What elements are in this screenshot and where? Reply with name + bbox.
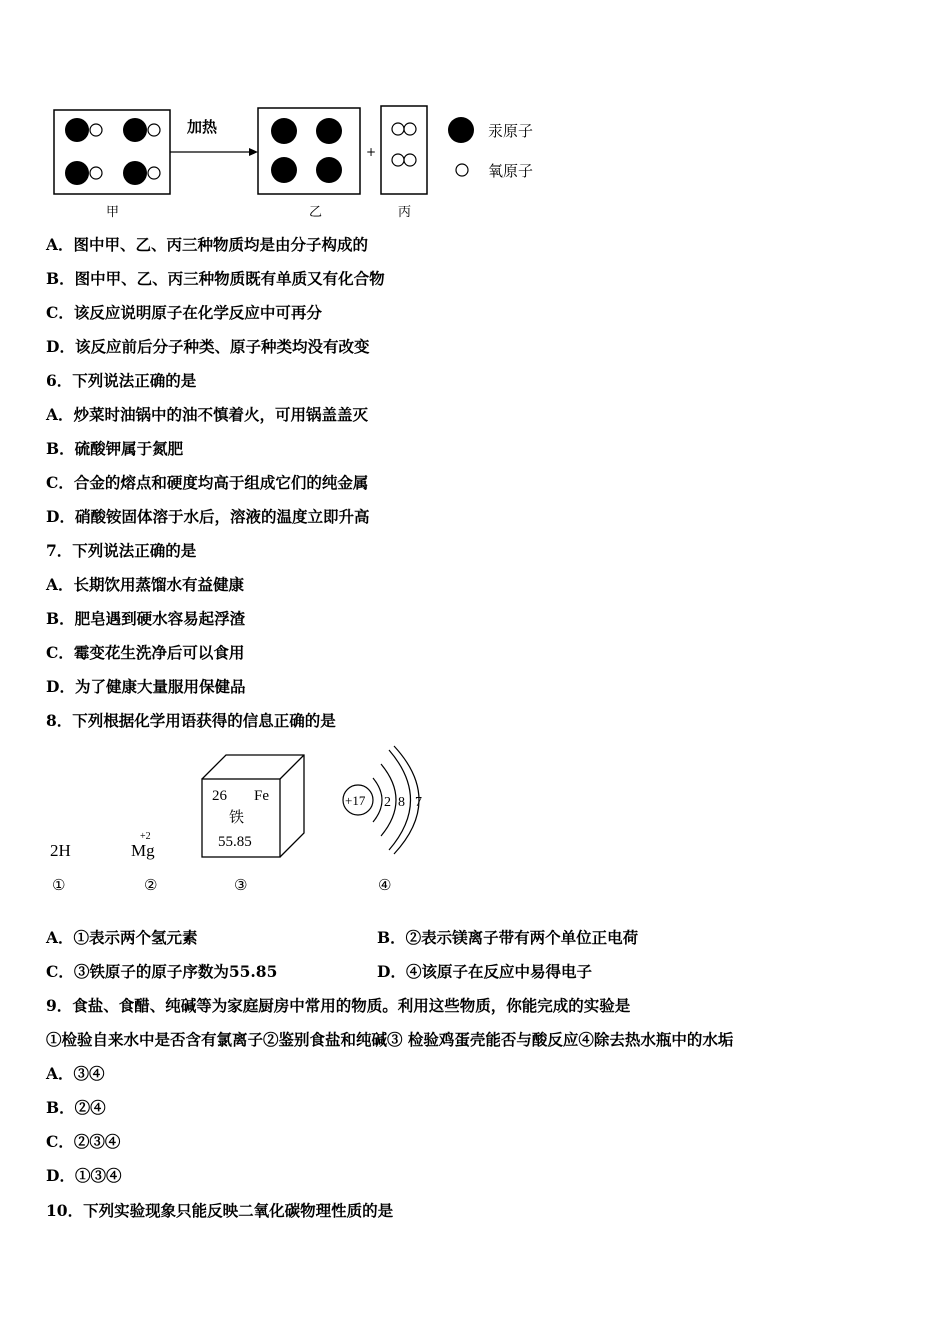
q7-stem: 7．下列说法正确的是 — [46, 541, 197, 560]
q5-option-b: B．图中甲、乙、丙三种物质既有单质又有化合物 — [46, 269, 385, 288]
q8-stem: 8．下列根据化学用语获得的信息正确的是 — [46, 711, 336, 730]
q10-stem: 10．下列实验现象只能反映二氧化碳物理性质的是 — [46, 1201, 394, 1220]
q8-option-b: B．②表示镁离子带有两个单位正电荷 — [377, 928, 639, 947]
plus-sign: + — [366, 145, 377, 159]
shell-1-count: 2 — [384, 795, 391, 810]
q7-option-d: D．为了健康大量服用保健品 — [46, 677, 246, 696]
box-bing — [381, 106, 427, 194]
label-3: ③ — [234, 876, 248, 894]
label-yi: 乙 — [309, 205, 323, 220]
q6-stem: 6．下列说法正确的是 — [46, 371, 197, 390]
q8-option-d: D．④该原子在反应中易得电子 — [377, 962, 592, 981]
q8-option-c: C．③铁原子的原子序数为55.85 — [46, 962, 278, 981]
label-4: ④ — [378, 876, 392, 894]
q9-option-a: A．③④ — [46, 1064, 105, 1083]
q5-option-a: A．图中甲、乙、丙三种物质均是由分子构成的 — [46, 235, 369, 254]
label-jia: 甲 — [106, 205, 120, 220]
hg-atoms — [271, 118, 342, 183]
q5-option-d: D．该反应前后分子种类、原子种类均没有改变 — [46, 337, 370, 356]
q7-option-c: C．霉变花生洗净后可以食用 — [46, 643, 245, 662]
element-mass: 55.85 — [218, 834, 252, 850]
q8-symbols-figure — [46, 742, 446, 902]
q9-option-b: B．②④ — [46, 1098, 106, 1117]
box-yi — [258, 108, 360, 194]
label-2: ② — [144, 876, 158, 894]
symbol-2h: 2H — [50, 841, 71, 860]
q7-option-a: A．长期饮用蒸馏水有益健康 — [46, 575, 245, 594]
legend-hg-icon — [448, 117, 474, 143]
shell-3-count: 7 — [415, 795, 422, 810]
legend-o-icon — [456, 164, 468, 176]
legend-o-label: 氧原子 — [488, 162, 534, 180]
q6-option-b: B．硫酸钾属于氮肥 — [46, 439, 184, 458]
q6-option-d: D．硝酸铵固体溶于水后，溶液的温度立即升高 — [46, 507, 370, 526]
q5-option-c: C．该反应说明原子在化学反应中可再分 — [46, 303, 322, 322]
label-bing: 丙 — [398, 205, 412, 220]
element-name: 铁 — [229, 808, 245, 826]
q7-option-b: B．肥皂遇到硬水容易起浮渣 — [46, 609, 246, 628]
q6-option-a: A．炒菜时油锅中的油不慎着火，可用锅盖盖灭 — [46, 405, 369, 424]
electron-shells — [373, 746, 419, 854]
hgo-molecules — [65, 118, 160, 185]
q5-reaction-figure — [46, 100, 566, 225]
q8-option-a: A．①表示两个氢元素 — [46, 928, 198, 947]
q9-items: ①检验自来水中是否含有氯离子②鉴别食盐和纯碱③ 检验鸡蛋壳能否与酸反应④除去热水瓶中的水垢 — [46, 1030, 734, 1049]
legend-hg-label: 汞原子 — [488, 122, 534, 140]
nucleus-charge: +17 — [345, 793, 366, 808]
q6-option-c: C．合金的熔点和硬度均高于组成它们的纯金属 — [46, 473, 369, 492]
q9-option-d: D．①③④ — [46, 1166, 122, 1185]
o2-molecules — [392, 123, 416, 166]
arrow-head — [249, 148, 258, 156]
element-number: 26 — [212, 788, 227, 804]
q9-option-c: C．②③④ — [46, 1132, 121, 1151]
q9-stem: 9．食盐、食醋、纯碱等为家庭厨房中常用的物质。利用这些物质，你能完成的实验是 — [46, 996, 631, 1015]
label-1: ① — [52, 876, 66, 894]
arrow-label: 加热 — [187, 118, 218, 136]
shell-2-count: 8 — [398, 795, 405, 810]
mg-charge: +2 — [140, 831, 151, 842]
element-symbol: Fe — [254, 788, 269, 804]
symbol-mg: Mg — [131, 841, 155, 860]
